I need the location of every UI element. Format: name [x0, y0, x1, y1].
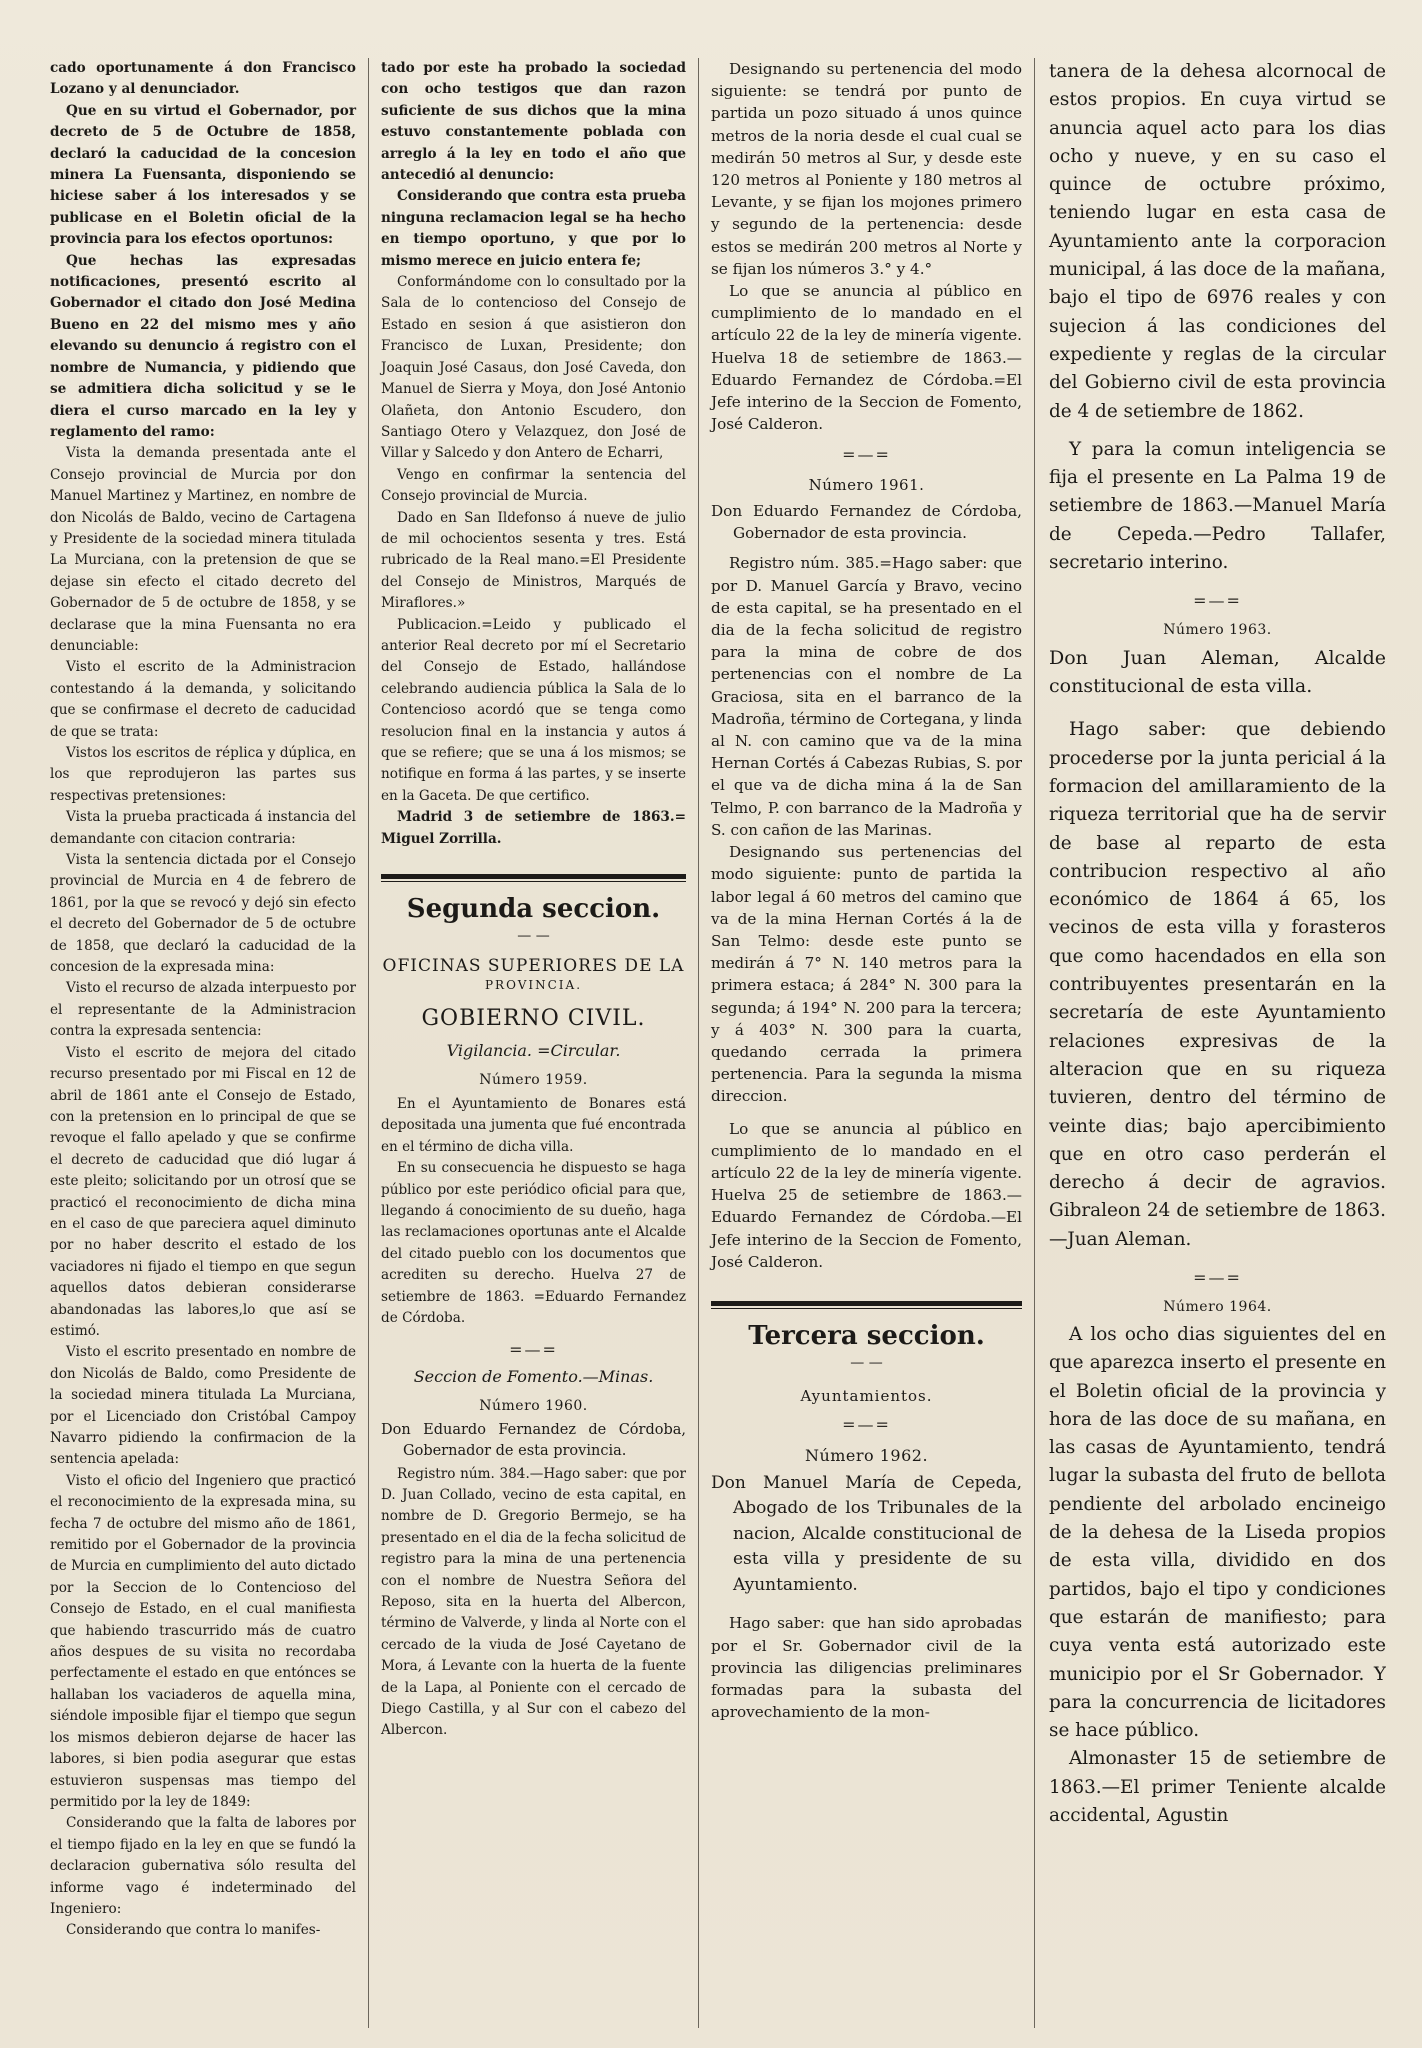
vigilancia-heading: Vigilancia. =Circular.: [446, 1041, 621, 1061]
section-title-segunda: Segunda seccion.: [406, 894, 661, 925]
separator: =—=: [1193, 1267, 1242, 1287]
paragraph: Considerando que la falta de labores por el tiempo fijado en la ley en que se fundó la declaracion gubernativa sólo resulta del informe vago é indeterminado del Ingeniero:: [50, 1815, 356, 1917]
paragraph: Lo que se anuncia al público en cumplimiento de lo mandado en el artículo 22 de la ley de minería vigente. Huelva 18 de setiembre de 1863.—Eduardo Fernandez de Córdoba.=El Jefe interino de la Seccion de Fomento, José Calderon.: [711, 282, 1022, 434]
paragraph: Hago saber: que han sido aprobadas por el Sr. Gobernador civil de la provincia las diligencias preliminares formadas para la subasta del aprovechamiento de la mon-: [711, 1614, 1022, 1722]
paragraph: Designando su pertenencia del modo siguiente: se tendrá por punto de partida un pozo situado á unos quince metros de la noria desde el cual cual se medirán 50 metros al Sur, y desde este 120 metros al Poniente y 180 metros al Levante, y se fijan los mojones primero y segundo de la pertenencia: desde estos se medirán 200 metros al Norte y se fijan los números 3.° y 4.°: [711, 60, 1022, 278]
paragraph: Lo que se anuncia al público en cumplimiento de lo mandado en el artículo 22 de la ley de minería vigente. Huelva 25 de setiembre de 1863.—Eduardo Fernandez de Córdoba.—El Jefe interino de la Seccion de Fomento, José Calderon.: [711, 1119, 1022, 1271]
column-1-body: [50, 58, 356, 1942]
column-2: [368, 58, 698, 2028]
number-1964: Número 1964.: [1163, 1298, 1272, 1315]
paragraph: Almonaster 15 de setiembre de 1863.—El primer Teniente alcalde accidental, Agustin: [1049, 1748, 1386, 1827]
number-1962: Número 1962.: [804, 1445, 929, 1465]
heading-1960: Don Eduardo Fernandez de Córdoba, Gobernador de esta provincia.: [381, 1421, 686, 1459]
paragraph: Madrid 3 de setiembre de 1863.= Miguel Zorrilla.: [381, 809, 686, 847]
section-title-tercera: Tercera seccion.: [748, 1320, 985, 1351]
column-1: [50, 58, 368, 2028]
paragraph: Vista la demanda presentada ante el Consejo provincial de Murcia por don Manuel Martinez y Martinez, en nombre de don Nicolás de Baldo, vecino de Cartagena y Presidente de la sociedad minera titulada La Murciana, con la pretension de que se dejase sin efecto el citado decreto del Gobernador de 5 de octubre de 1858, y se declarase que la mina Fuensanta no era denunciable:: [50, 445, 356, 654]
offices-title: OFICINAS SUPERIORES DE LA: [382, 956, 685, 977]
paragraph: tanera de la dehesa alcornocal de estos propios. En cuya virtud se anuncia aquel acto para los dias ocho y nueve, y en su caso el quince de octubre próximo, teniendo lugar en esta casa de Ayuntamiento ante la corporacion municipal, á las doce de la mañana, bajo el tipo de 6976 reales y con sujecion á las condiciones del expediente y reglas de la circular del Gobierno civil de esta provincia de 4 de setiembre de 1862.: [1049, 61, 1386, 422]
gobierno-civil-heading: GOBIERNO CIVIL.: [421, 1006, 646, 1032]
columns: [50, 58, 1386, 2028]
paragraph: Visto el escrito de la Administracion contestando á la demanda, y solicitando que se confirmase el decreto de caducidad de que se trata:: [50, 659, 356, 740]
paragraph: Considerando que contra lo manifes-: [66, 1922, 321, 1939]
paragraph: Que en su virtud el Gobernador, por decreto de 5 de Octubre de 1858, declaró la caducidad de la concesion minera La Fuensanta, disponiendo se hiciese saber á los interesados y se publicase en el Boletin oficial de la provincia para los efectos oportunos:: [50, 102, 356, 248]
notice-1960-continuation: [711, 58, 1022, 435]
ayuntamientos-heading: Ayuntamientos.: [800, 1386, 933, 1405]
column-4: [1034, 58, 1386, 2028]
notice-1963: [1049, 716, 1386, 1254]
offices-subtitle: PROVINCIA.: [484, 978, 583, 993]
paragraph: En el Ayuntamiento de Bonares está depositada una jumenta que fué encontrada en el término de dicha villa.: [381, 1096, 686, 1155]
section-dash: — —: [850, 1354, 883, 1371]
paragraph: Conformándome con lo consultado por la Sala de lo contencioso del Consejo de Estado en sesion á que asistieron don Francisco de Luxan, Presidente; don Joaquin José Casaus, don José Caveda, don Manuel de Sierra y Moya, don José Antonio Olañeta, don Antonio Escudero, don Santiago Otero y Velazquez, don José de Villar y Salcedo y don Antero de Echarri,: [381, 274, 686, 462]
section-rule: [381, 874, 686, 882]
notice-1962-continuation: [1049, 58, 1386, 577]
separator: =—=: [842, 1414, 891, 1434]
section-rule: [711, 1301, 1022, 1309]
separator: =—=: [842, 445, 891, 465]
paragraph: tado por este ha probado la sociedad con ocho testigos que dan razon suficiente de sus dichos que la mina estuvo constantemente poblada con arreglo á la ley en todo el año que antecedió al denuncio:: [381, 60, 686, 184]
paragraph: Y para la comun inteligencia se fija el presente en La Palma 19 de setiembre de 1863.—Manuel María de Cepeda.—Pedro Tallafer, secretario interino.: [1049, 438, 1386, 574]
fomento-heading: Seccion de Fomento.—Minas.: [413, 1366, 654, 1386]
paragraph: Publicacion.=Leido y publicado el anterior Real decreto por mí el Secretario del Consejo de Estado, hallándose celebrando audiencia pública la Sala de lo Contencioso acordó que se tenga como resolucion final en la instancia y autos á que se refiere; que se una á los mismos; se notifique en forma á las partes, y se inserte en la Gaceta. De que certifico.: [381, 616, 686, 804]
paragraph: Visto el oficio del Ingeniero que practicó el reconocimiento de la expresada mina, su fecha 7 de octubre del mismo año de 1861, remitido por el Gobernador de la provincia de Murcia en cumplimiento del auto dictado por la Seccion de lo Contencioso del Consejo de Estado, en el cual manifiesta que habiendo trascurrido más de cuatro años despues de su visita no recordaba perfectamente el estado en que entónces se hallaban los vaciaderos de aquella mina, siéndole imposible fijar el tiempo que segun los mismos debieron dejarse de hacer las labores, si bien podia asegurar que estas estuvieron suspensas mas tiempo del permitido por la ley de 1849:: [50, 1472, 356, 1810]
paragraph: Hago saber: que debiendo procederse por la junta pericial á la formacion del amillaramiento de la riqueza territorial que ha de servir de base al reparto de esta contribucion respectivo al año económico de 1864 á 65, los vecinos de esta villa y forasteros que como hacendados en ella son contribuyentes presentarán en la secretaría de este Ayuntamiento relaciones expresivas de la alteracion que en su riqueza tuvieren, dentro del término de veinte dias; bajo apercibimiento que en otro caso perderán el derecho á decir de agravios. Gibraleon 24 de setiembre de 1863.—Juan Aleman.: [1049, 719, 1386, 1250]
notice-1960: [381, 1464, 686, 1742]
paragraph: Dado en San Ildefonso á nueve de julio de mil ochocientos sesenta y tres. Está rubricado de la Real mano.=El Presidente del Consejo de Ministros, Marqués de Miraflores.»: [381, 509, 686, 612]
decree-continuation: [381, 58, 686, 850]
paragraph: Vista la prueba practicada á instancia del demandante con citacion contraria:: [50, 809, 356, 847]
notice-1961: [711, 552, 1022, 1273]
paragraph: Que hechas las expresadas notificaciones, presentó escrito al Gobernador el citado don José Medina Bueno en 22 del mismo mes y año elevando su denuncio á registro con el nombre de Numancia, y pidiendo que se admitiera dicha solicitud y se le diera el curso marcado en la ley y reglamento del ramo:: [50, 252, 356, 440]
paragraph: Registro núm. 385.=Hago saber: que por D. Manuel García y Bravo, vecino de esta capital, se ha presentado en el dia de la fecha solicitud de registro para la mina de cobre de dos pertenencias con el nombre de La Graciosa, sita en el barranco de la Madroña, término de Cortegana, y linda al N. con camino que va de la mina Hernan Cortés á Cabezas Rubias, S. por el que va de dicha mina á la de San Telmo, P. con barranco de la Madroña y S. con cañon de las Marinas.: [711, 554, 1022, 839]
paragraph: Considerando que contra esta prueba ninguna reclamacion legal se ha hecho en tiempo oportuno, y que por lo mismo merece en juicio entera fe;: [381, 188, 686, 269]
paragraph: cado oportunamente á don Francisco Lozano y al denunciador.: [50, 60, 356, 98]
number-1959: Número 1959.: [479, 1072, 588, 1089]
heading-1961: Don Eduardo Fernandez de Córdoba, Gobernador de esta provincia.: [711, 502, 1022, 543]
separator: =—=: [1193, 591, 1242, 611]
paragraph: Designando sus pertenencias del modo siguiente: punto de partida la labor legal á 60 metros del camino que va de la mina Hernan Cortés á la de San Telmo: desde este punto se medirán á 7° N. 140 metros para la primera estaca; á 284° N. 300 para la segunda; á 194° N. 200 para la tercera; y á 403° N. 300 para la cuarta, quedando cerrada la primera pertenencia. Para la segunda la misma direccion.: [711, 843, 1022, 1106]
number-1961: Número 1961.: [808, 476, 925, 495]
heading-1962: Don Manuel María de Cepeda, Abogado de los Tribunales de la nacion, Alcalde constitucional de esta villa y presidente de su Ayuntamiento.: [711, 1472, 1022, 1595]
notice-1962: [711, 1612, 1022, 1723]
paragraph: A los ocho dias siguientes del en que aparezca inserto el presente en el Boletin oficial de la provincia y hora de las doce de su mañana, en las casas de Ayuntamiento, tendrá lugar la subasta del fruto de bellota pendiente del arbolado encineigo de la dehesa de la Liseda propios de esta villa, dividido en dos partidos, bajo el tipo y condiciones que estarán de manifiesto; para cuya venta está autorizado este municipio por el Sr Gobernador. Y para la concurrencia de licitadores se hace público.: [1049, 1323, 1386, 1742]
heading-1963: Don Juan Aleman, Alcalde constitucional de esta villa.: [1049, 647, 1386, 698]
section-dash: — —: [517, 928, 550, 945]
paragraph: Vengo en confirmar la sentencia del Consejo provincial de Murcia.: [381, 466, 686, 505]
paragraph: Vista la sentencia dictada por el Consejo provincial de Murcia en 4 de febrero de 1861, por la que se revocó y dejó sin efecto el decreto del Gobernador de 5 de octubre de 1858, que declaró la caducidad de la concesion de la expresada mina:: [50, 852, 356, 976]
column-3: [698, 58, 1034, 2028]
paragraph: Visto el recurso de alzada interpuesto por el representante de la Administracion contra la expresada sentencia:: [50, 980, 356, 1040]
separator: =—=: [509, 1339, 558, 1359]
paragraph: Visto el escrito de mejora del citado recurso presentado por mi Fiscal en 12 de abril de 1861 ante el Consejo de Estado, con la pretension en lo principal de que se revoque el fallo apelado y que se confirme el decreto de caducidad que dió lugar á este pleito; solicitando por un otrosí que se practicó el reconocimiento de dicha mina en el caso de que pareciera aquel diminuto por no haber descrito el estado de los vaciadores ni fijado el tiempo en que segun aquellos datos debieran considerarse abandonadas las labores,lo que así se estimó.: [50, 1044, 356, 1339]
paragraph: Registro núm. 384.—Hago saber: que por D. Juan Collado, vecino de esta capital, en nombre de D. Gregorio Bermejo, se ha presentado en el dia de la fecha solicitud de registro para la mina de una pertenencia con el nombre de Nuestra Señora del Reposo, sita en la huerta del Albercon, término de Valverde, y linda al Norte con el cercado de la viuda de José Cayetano de Mora, á Levante con la huerta de la fuente de la Lapa, al Poniente con el cercado de Diego Castilla, y al Sur con el cabezo del Albercon.: [381, 1465, 686, 1739]
number-1960: Número 1960.: [479, 1397, 588, 1414]
number-1963: Número 1963.: [1163, 622, 1272, 639]
paragraph: Vistos los escritos de réplica y dúplica, en los que reprodujeron las partes sus respectivas pretensiones:: [50, 745, 356, 804]
notice-1959: [381, 1094, 686, 1329]
notice-1964: [1049, 1321, 1386, 1830]
paragraph: Visto el escrito presentado en nombre de don Nicolás de Baldo, como Presidente de la sociedad minera titulada La Murciana, por el Licenciado don Cristóbal Campoy Navarro pidiendo la confirmacion de la sentencia apelada:: [50, 1344, 356, 1468]
paragraph: En su consecuencia he dispuesto se haga público por este periódico oficial para que, llegando á conocimiento de su dueño, haga las reclamaciones oportunas ante el Alcalde del citado pueblo con los documentos que acrediten su derecho. Huelva 27 de setiembre de 1863. =Eduardo Fernandez de Córdoba.: [381, 1160, 686, 1327]
